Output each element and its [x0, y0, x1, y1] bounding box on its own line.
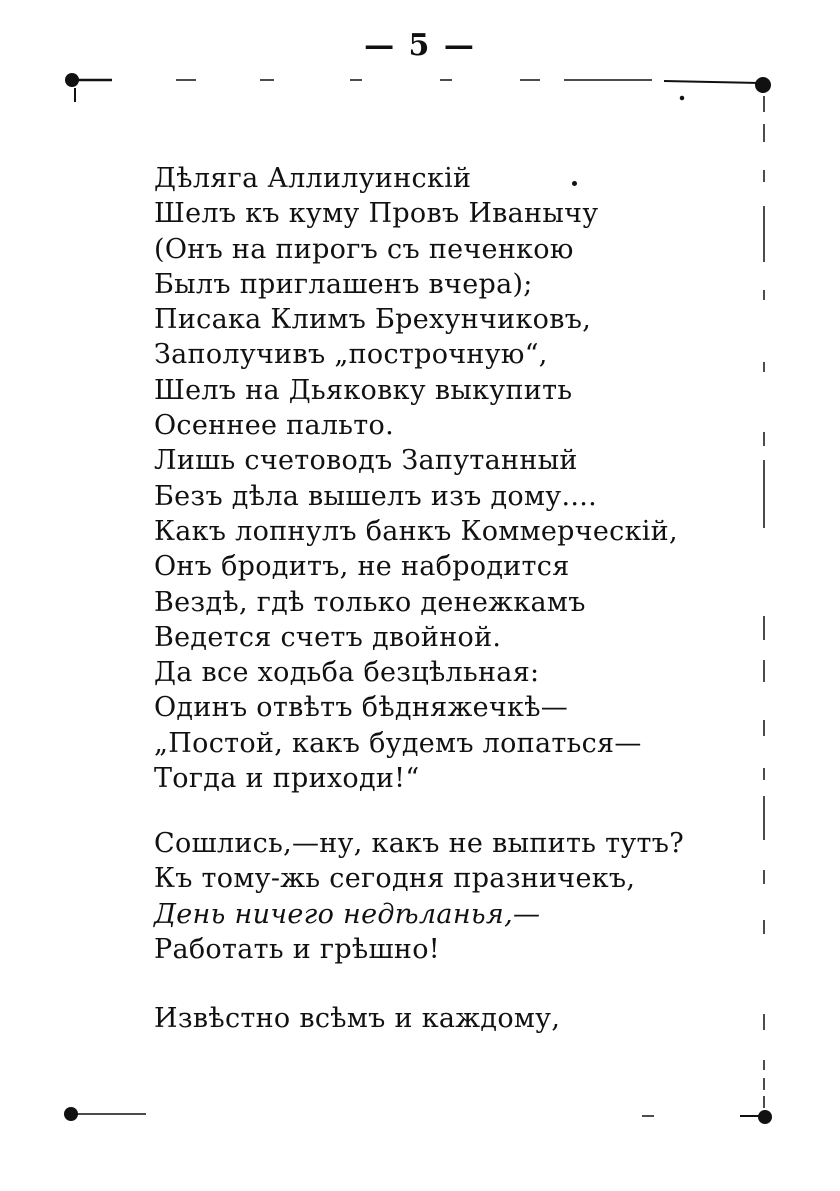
poem-line: Былъ приглашенъ вчера); [154, 268, 533, 300]
poem-line: Шелъ на Дьяковку выкупить [154, 374, 573, 406]
poem-line: Безъ дѣла вышелъ изъ дому.... [154, 480, 598, 512]
poem-line: Лишь счетоводъ Запутанный [154, 445, 578, 477]
poem-line: Дѣляга Аллилуинскій [154, 163, 472, 194]
page-number: — 5 — [364, 28, 476, 63]
poem-line: Да все ходьба безцѣльная: [154, 657, 540, 689]
poem-line: Одинъ отвѣтъ бѣдняжечкѣ— [154, 692, 569, 724]
poem-line: Онъ бродитъ, не набродится [154, 551, 570, 583]
poem-line: Какъ лопнулъ банкъ Коммерческій, [154, 515, 678, 547]
poem-line: Работать и грѣшно! [154, 933, 440, 965]
poem-line: (Онъ на пирогъ съ печенкою [154, 233, 574, 265]
poem-line: День ничего недѣланья,— [154, 898, 541, 930]
poem-line: Ведется счетъ двойной. [154, 621, 502, 653]
poem-line: „Постой, какъ будемъ лопаться— [154, 727, 642, 759]
poem-line: Шелъ къ куму Провъ Иванычу [154, 198, 599, 230]
bottom-left-rule-ornament [64, 1107, 146, 1121]
stanza-2 [154, 826, 684, 967]
poem-line: Осеннее пальто. [154, 410, 394, 442]
stanza-1 [154, 161, 678, 796]
poem-line: Извѣстно всѣмъ и каждому, [154, 1003, 561, 1034]
poem-line: Писака Климъ Брехунчиковъ, [154, 304, 592, 336]
top-dashed-rule [176, 80, 760, 100]
stanza-3 [154, 1001, 560, 1036]
bottom-right-rule-ornament [642, 1110, 772, 1124]
poem-line: Заполучивъ „построчную“, [154, 339, 548, 371]
poem-line: Къ тому-жь сегодня празничекъ, [154, 863, 636, 895]
poem-line: Тогда и приходи!“ [154, 763, 420, 795]
top-right-rule-ornament [755, 77, 771, 93]
poem-line: Вездѣ, гдѣ только денежкамъ [154, 586, 586, 618]
poem-line: Сошлись,—ну, какъ не выпить тутъ? [154, 828, 684, 859]
top-left-rule-ornament [65, 73, 112, 102]
